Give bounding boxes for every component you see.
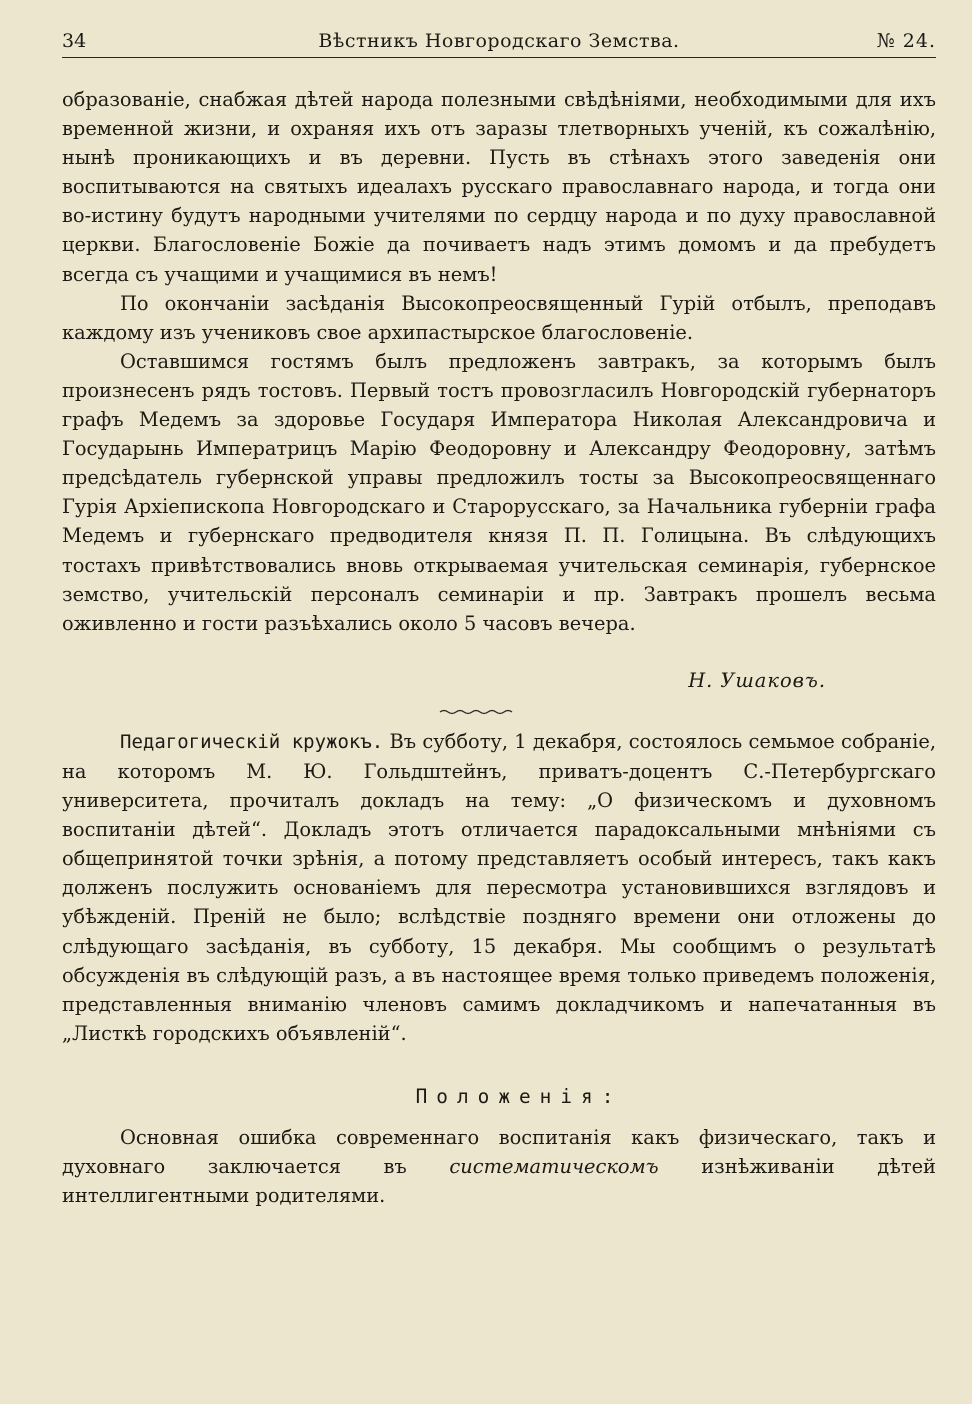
article2-paragraph-1 (62, 727, 936, 1048)
article1-paragraph-2: По окончаніи засѣданія Высокопреосвященный Гурій отбылъ, преподавъ каждому изъ учениковъ свое архипастырское благословеніе. (62, 291, 936, 344)
wavy-divider-icon (438, 708, 514, 716)
article1-paragraph-3: Оставшимся гостямъ былъ предложенъ завтракъ, за которымъ былъ произнесенъ рядъ тостовъ. Первый тостъ провозгласилъ Новгородскій губернаторъ графъ Медемъ за здоровье Государя Императора Николая Александровича и Государынь Императрицъ Марію Феодоровну и Александру Феодоровну, затѣмъ предсѣдатель губернской управы предложилъ тосты за Высокопреосвященнаго Гурія Архіепископа Новгородскаго и Старорусскаго, за Начальника губерніи графа Медемъ и губернскаго предводителя князя П. П. Голицына. Въ слѣдующихъ тостахъ привѣтствовались вновь открываемая учительская семинарія, губернское земство, учительскій персоналъ семинаріи и пр. Завтракъ прошелъ весьма оживленно и гости разъѣхались около 5 часовъ вечера. (62, 349, 936, 635)
header-rule (62, 57, 936, 58)
article2-paragraph-1-text: Въ субботу, 1 декабря, состоялось семьмое собраніе, на которомъ М. Ю. Гольдштейнъ, приватъ-доцентъ С.-Петербургскаго университета, прочиталъ докладъ на тему: „О физическомъ и духовномъ воспитаніи дѣтей“. Докладъ этотъ отличается парадоксальными мнѣніями съ общепринятой точки зрѣнія, а потому представляетъ особый интересъ, такъ какъ долженъ послужить основаніемъ для пересмотра установившихся взглядовъ и убѣжденій. Преній не было; вслѣдствіе поздняго времени они отложены до слѣдующаго засѣданія, въ субботу, 15 декабря. Мы сообщимъ о результатѣ обсужденія въ слѣдующій разъ, а въ настоящее время только приведемъ положенія, представленныя вниманію членовъ самимъ докладчикомъ и напечатанныя въ „Листкѣ городскихъ объявленій“. (62, 729, 936, 1045)
page-number: 34 (62, 30, 87, 52)
thesis-1 (62, 1123, 936, 1210)
article2-heading: Педагогическій кружокъ. (120, 730, 384, 753)
theses-title: Положенія: (415, 1084, 623, 1108)
journal-title: Вѣстникъ Новгородскаго Земства. (318, 30, 680, 52)
page-body (62, 85, 936, 1210)
page-header (62, 26, 936, 56)
issue-number: № 24. (876, 30, 936, 52)
thesis-1-end: изнѣживаніи дѣтей интеллигентными родителями. (62, 1155, 936, 1208)
author-signature: Н. Ушаковъ. (688, 668, 826, 692)
thesis-1-start: Основная ошибка современнаго воспитанія какъ физическаго, такъ и духовнаго заключается въ (62, 1126, 936, 1179)
section-divider (62, 697, 936, 727)
thesis-1-italic: систематическомъ (449, 1155, 659, 1179)
article1-paragraph-1: образованіе, снабжая дѣтей народа полезными свѣдѣніями, необходимыми для ихъ временной жизни, и охраняя ихъ отъ заразы тлетворныхъ ученій, къ сожалѣнію, нынѣ проникающихъ и въ деревни. Пусть въ стѣнахъ этого заведенія они воспитываются на святыхъ идеалахъ русскаго православнаго народа, и тогда они во-истину будутъ народными учителями по сердцу народа и по духу православной церкви. Благословеніе Божіе да почиваетъ надъ этимъ домомъ и да пребудетъ всегда съ учащими и учащимися въ немъ! (62, 88, 936, 286)
